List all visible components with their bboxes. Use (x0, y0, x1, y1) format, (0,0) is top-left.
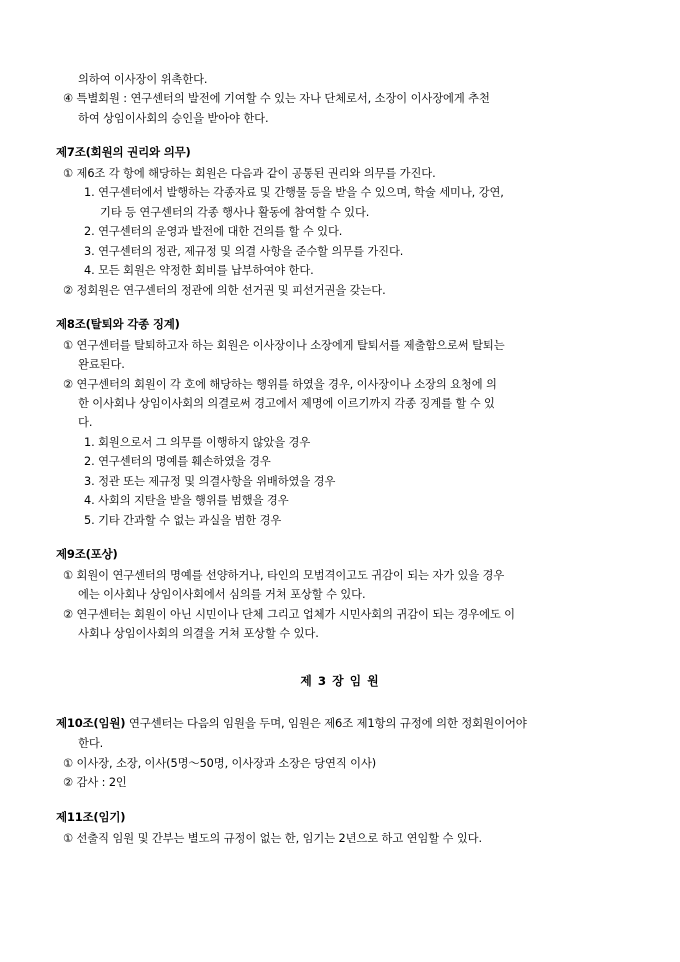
document-line: 1. 회원으로서 그 의무를 이행하지 않았을 경우 (84, 435, 311, 449)
document-line: 한 이사회나 상임이사회의 의결로써 경고에서 제명에 이르기까지 각종 징계를 할 수 있 (78, 397, 495, 411)
document-line: 4. 모든 회원은 약정한 회비를 납부하여야 한다. (84, 264, 314, 278)
document-line: ② 연구센터의 회원이 각 호에 해당하는 행위를 하였을 경우, 이사장이나 소장의 요청에 의 (63, 377, 497, 391)
document-line: ① 이사장, 소장, 이사(5명～50명, 이사장과 소장은 당연직 이사) (63, 756, 377, 770)
continued-paragraph-block (56, 70, 624, 128)
article-body-11 (56, 829, 624, 848)
document-line: 1. 연구센터에서 발행하는 각종자료 및 간행물 등을 받을 수 있으며, 학술 세미나, 강연, (84, 186, 504, 200)
document-line: 완료된다. (78, 358, 125, 372)
document-line: 5. 기타 간과할 수 없는 과실을 범한 경우 (84, 513, 282, 527)
document-line: ① 연구센터를 탈퇴하고자 하는 회원은 이사장이나 소장에게 탈퇴서를 제출함으로써 탈퇴는 (63, 338, 505, 352)
article-heading-8: 제8조(탈퇴와 각종 징계) (56, 316, 180, 331)
document-line: 한다. (78, 737, 104, 751)
document-line: 기타 등 연구센터의 각종 행사나 활동에 참여할 수 있다. (100, 205, 370, 219)
document-line: ② 정회원은 연구센터의 정관에 의한 선거권 및 피선거권을 갖는다. (63, 283, 386, 297)
document-line: 3. 정관 또는 제규정 및 의결사항을 위배하였을 경우 (84, 474, 336, 488)
document-line: 사회나 상임이사회의 의결을 거쳐 포상할 수 있다. (78, 627, 319, 640)
document-line: 의하여 이사장이 위촉한다. (78, 73, 208, 86)
chapter-title: 제 3 장 임 원 (300, 674, 380, 689)
document-line: 3. 연구센터의 정관, 제규정 및 의결 사항을 준수할 의무를 가진다. (84, 244, 404, 258)
article-body-10 (56, 734, 624, 792)
article-heading-10-label: 제10조(임원) (56, 715, 126, 730)
article-heading-7: 제7조(회원의 권리와 의무) (56, 145, 191, 160)
article-heading-10-text: 연구센터는 다음의 임원을 두며, 임원은 제6조 제1항의 규정에 의한 정회원이어야 (125, 715, 527, 730)
document-line: 에는 이사회나 상임이사회에서 심의를 거쳐 포상할 수 있다. (78, 588, 366, 602)
article-body-8 (56, 336, 624, 530)
document-line: ④ 특별회원 : 연구센터의 발전에 기여할 수 있는 자나 단체로서, 소장이 이사장에게 추천 (63, 92, 490, 106)
article-heading-10 (56, 714, 624, 734)
document-line: 2. 연구센터의 명예를 훼손하였을 경우 (84, 455, 271, 469)
document-body (56, 70, 624, 848)
article-heading-9: 제9조(포상) (56, 546, 118, 561)
document-line: ① 회원이 연구센터의 명예를 선양하거나, 타인의 모범격이고도 귀감이 되는 자가 있을 경우 (63, 568, 505, 582)
document-line: ② 감사 : 2인 (63, 776, 127, 790)
document-line: 하여 상임이사회의 승인을 받아야 한다. (78, 111, 269, 125)
document-line: ① 제6조 각 항에 해당하는 회원은 다음과 같이 공통된 권리와 의무를 가진다. (63, 167, 436, 181)
article-heading-11: 제11조(임기) (56, 809, 126, 824)
document-line: ① 선출직 임원 및 간부는 별도의 규정이 없는 한, 임기는 2년으로 하고 연임할 수 있다. (63, 831, 482, 845)
document-line: 2. 연구센터의 운영과 발전에 대한 건의를 할 수 있다. (84, 225, 343, 239)
document-line: 4. 사회의 지탄을 받을 행위를 범했을 경우 (84, 494, 289, 508)
document-line: 다. (78, 416, 93, 430)
article-body-9 (56, 566, 624, 644)
document-line: ② 연구센터는 회원이 아닌 시민이나 단체 그리고 업체가 시민사회의 귀감이 되는 경우에도 이 (63, 607, 515, 621)
article-body-7 (56, 164, 624, 300)
